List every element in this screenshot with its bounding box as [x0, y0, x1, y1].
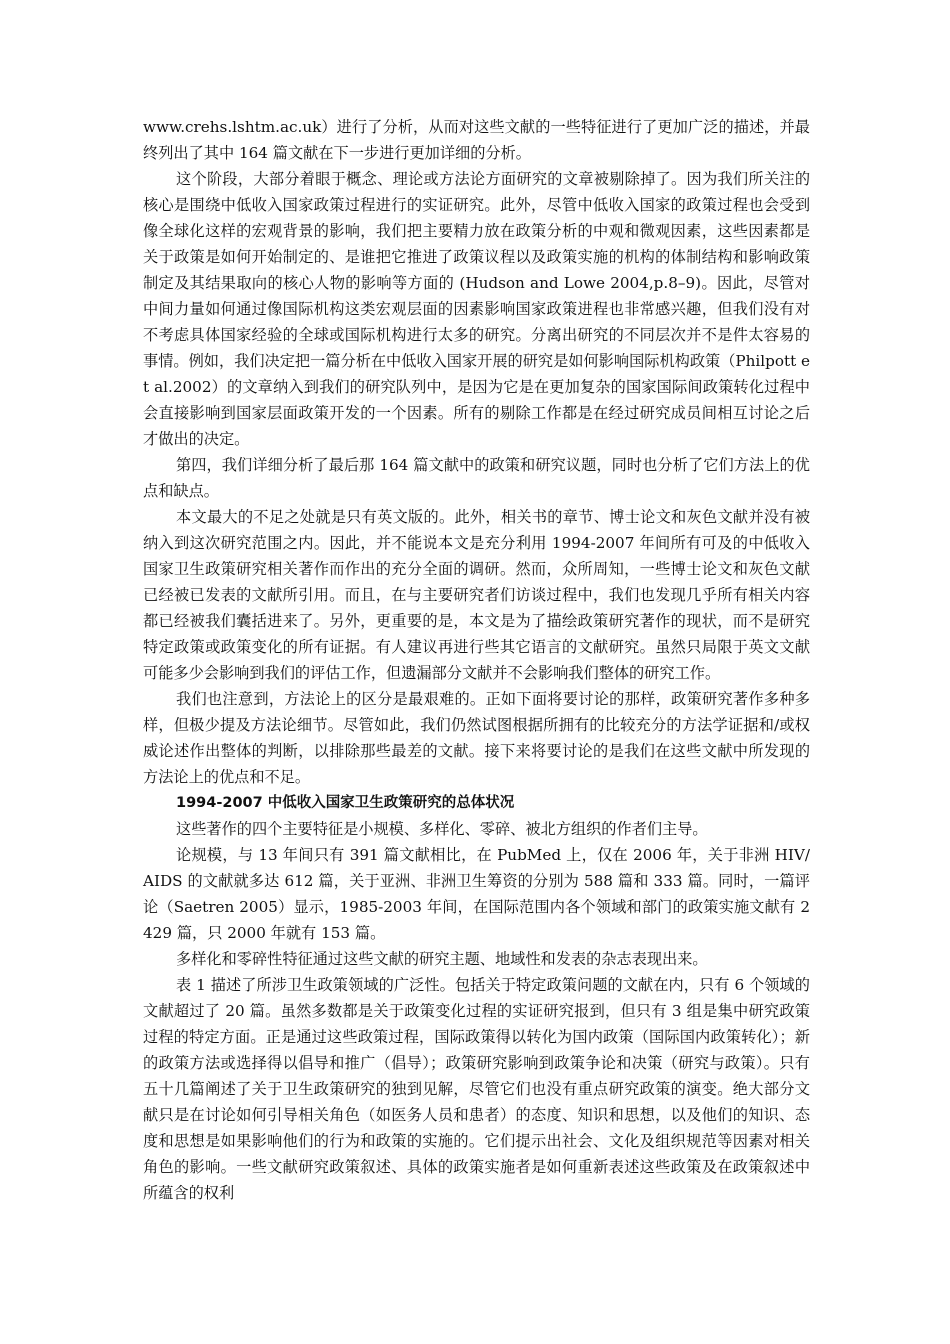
paragraph-table1-description: 表 1 描述了所涉卫生政策领域的广泛性。包括关于特定政策问题的文献在内，只有 6 个领域的文献超过了 20 篇。虽然多数都是关于政策变化过程的实证研究报到，但只有 3 组是集中研究政策过程的特定方面。正是通过这些政策过程，国际政策得以转化为国内政策（国际国内政策转化）；新的政策方法或选择得以倡导和推广（倡导）；政策研究影响到政策争论和决策（研究与政策）。只有五十几篇阐述了关于卫生政策研究的独到见解，尽管它们也没有重点研究政策的演变。绝大部分文献只是在讨论如何引导相关角色（如医务人员和患者）的态度、知识和思想，以及他们的知识、态度和思想是如果影响他们的行为和政策的实施的。它们提示出社会、文化及组织规范等因素对相关角色的影响。一些文献研究政策叙述、具体的政策实施者是如何重新表述这些政策及在政策叙述中所蕴含的权利 [143, 976, 810, 1202]
paragraph-diversity: 多样化和零碎性特征通过这些文献的研究主题、地域性和发表的杂志表现出来。 [176, 950, 708, 968]
document-page [143, 114, 810, 1206]
paragraph-four-features: 这些著作的四个主要特征是小规模、多样化、零碎、被北方组织的作者们主导。 [176, 820, 708, 838]
section-heading: 1994-2007 中低收入国家卫生政策研究的总体状况 [176, 795, 515, 811]
paragraph-methodology-note: 我们也注意到，方法论上的区分是最艰难的。正如下面将要讨论的那样，政策研究著作多种多样，但极少提及方法论细节。尽管如此，我们仍然试图根据所拥有的比较充分的方法学证据和/或权威论述作出整体的判断，以排除那些最差的文献。接下来将要讨论的是我们在这些文献中所发现的方法论上的优点和不足。 [143, 690, 810, 786]
paragraph-exclusion-stage: 这个阶段，大部分着眼于概念、理论或方法论方面研究的文章被剔除掉了。因为我们所关注的核心是围绕中低收入国家政策过程进行的实证研究。此外，尽管中低收入国家的政策过程也会受到像全球化这样的宏观背景的影响，我们把主要精力放在政策分析的中观和微观因素，这些因素都是关于政策是如何开始制定的、是谁把它推进了政策议程以及政策实施的机构的体制结构和影响政策制定及其结果取向的核心人物的影响等方面的 (Hudson and Lowe 2004,p.8–9)。因此，尽管对中间力量如何通过像国际机构这类宏观层面的因素影响国家政策进程也非常感兴趣，但我们没有对不考虑具体国家经验的全球或国际机构进行太多的研究。分离出研究的不同层次并不是件太容易的事情。例如，我们决定把一篇分析在中低收入国家开展的研究是如何影响国际机构政策（Philpott et al.2002）的文章纳入到我们的研究队列中，是因为它是在更加复杂的国家国际间政策转化过程中会直接影响到国家层面政策开发的一个因素。所有的剔除工作都是在经过研究成员间相互讨论之后才做出的决定。 [143, 170, 810, 448]
paragraph-crehs-analysis: www.crehs.lshtm.ac.uk）进行了分析，从而对这些文献的一些特征进行了更加广泛的描述，并最终列出了其中 164 篇文献在下一步进行更加详细的分析。 [143, 118, 810, 162]
paragraph-limitations: 本文最大的不足之处就是只有英文版的。此外，相关书的章节、博士论文和灰色文献并没有被纳入到这次研究范围之内。因此，并不能说本文是充分利用 1994-2007 年间所有可及的中低收入国家卫生政策研究相关著作而作出的充分全面的调研。然而，众所周知，一些博士论文和灰色文献已经被已发表的文献所引用。而且，在与主要研究者们访谈过程中，我们也发现几乎所有相关内容都已经被我们囊括进来了。另外，更重要的是，本文是为了描绘政策研究著作的现状，而不是研究特定政策或政策变化的所有证据。有人建议再进行些其它语言的文献研究。虽然只局限于英文文献可能多少会影响到我们的评估工作，但遗漏部分文献并不会影响我们整体的研究工作。 [143, 508, 810, 682]
paragraph-scale: 论规模，与 13 年间只有 391 篇文献相比，在 PubMed 上，仅在 2006 年，关于非洲 HIV/AIDS 的文献就多达 612 篇，关于亚洲、非洲卫生筹资的分别为 588 篇和 333 篇。同时，一篇评论（Saetren 2005）显示，1985-2003 年间，在国际范围内各个领域和部门的政策实施文献有 2429 篇，只 2000 年就有 153 篇。 [143, 846, 810, 942]
paragraph-fourth-step: 第四，我们详细分析了最后那 164 篇文献中的政策和研究议题，同时也分析了它们方法上的优点和缺点。 [143, 456, 810, 500]
